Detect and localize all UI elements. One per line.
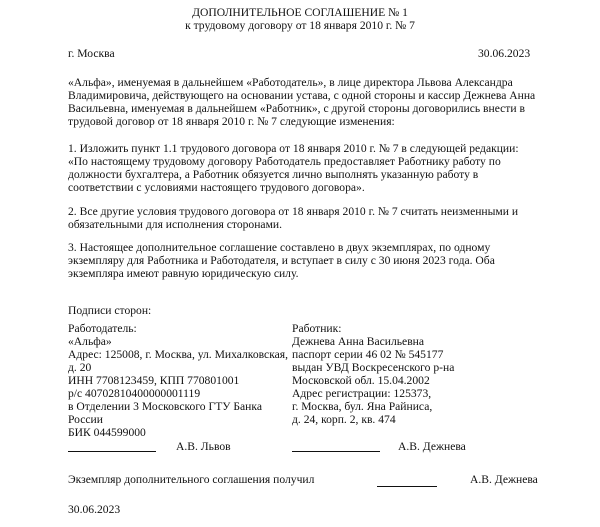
place: г. Москва <box>68 47 115 60</box>
employer-bank-cont: России <box>68 413 103 426</box>
employer-label: Работодатель: <box>68 322 137 335</box>
employee-address-cont2: д. 24, корп. 2, кв. 474 <box>292 413 396 426</box>
employer-account: р/с 40702810400000001119 <box>68 387 201 400</box>
employee-name: Дежнева Анна Васильевна <box>292 335 425 348</box>
employer-details <box>68 322 288 439</box>
clause-3: 3. Настоящее дополнительное соглашение составлено в двух экземплярах, по одному экземпляру для Работника и Работодателя, и вступает в силу с 30 июня 2023 года. Оба экземпляра имеют равную юридическую силу. <box>68 241 495 280</box>
employer-address-cont: д. 20 <box>68 361 92 374</box>
employer-inn-kpp: ИНН 7708123459, КПП 770801001 <box>68 374 240 387</box>
document-subtitle: к трудовому договору от 18 января 2010 г. № 7 <box>185 19 415 32</box>
employer-signature-line <box>68 451 156 452</box>
preamble: «Альфа», именуемая в дальнейшем «Работодатель», в лице директора Львова Александра Владимировича, действующего на основании устава, с одной стороны и кассир Дежнева Анна Васильевна, именуемая в дальнейшем «Работник», с другой стороны договорились внести в трудовой договор от 18 января 2010 г. № 7 следующие изменения: <box>68 76 536 128</box>
employee-address-cont: г. Москва, бул. Яна Райниса, <box>292 400 433 413</box>
employer-address: Адрес: 125008, г. Москва, ул. Михалковская, <box>68 348 289 361</box>
receipt-date: 30.06.2023 <box>68 503 121 516</box>
employee-passport-issuer: выдан УВД Воскресенского р-на <box>292 361 455 374</box>
document-title: ДОПОЛНИТЕЛЬНОЕ СОГЛАШЕНИЕ № 1 <box>192 6 408 19</box>
receipt-text: Экземпляр дополнительного соглашения получил <box>68 473 315 486</box>
clause-1: 1. Изложить пункт 1.1 трудового договора от 18 января 2010 г. № 7 в следующей редакции: «По настоящему трудовому договору Работодатель предоставляет Работнику работу по должности бухгалтера, а Работник обязуется лично выполнять указанную работу в соответствии с условиями настоящего трудового договора». <box>68 142 519 194</box>
document-date: 30.06.2023 <box>478 47 531 60</box>
employer-bank: в Отделении 3 Московского ГТУ Банка <box>68 400 262 413</box>
employee-label: Работник: <box>292 322 342 335</box>
employee-signature-line <box>292 451 380 452</box>
receipt-signature-line <box>377 486 437 487</box>
employee-details <box>292 322 454 426</box>
employer-name: «Альфа» <box>68 335 112 348</box>
signatures-heading: Подписи сторон: <box>68 304 152 317</box>
clause-2: 2. Все другие условия трудового договора от 18 января 2010 г. № 7 считать неизменными и обязательными для исполнения сторонами. <box>68 205 519 231</box>
employee-passport: паспорт серии 46 02 № 545177 <box>292 348 444 361</box>
employee-address: Адрес регистрации: 125373, <box>292 387 432 400</box>
employee-passport-issuer-cont: Московской обл. 15.04.2002 <box>292 374 430 387</box>
employer-bik: БИК 044599000 <box>68 426 146 439</box>
employee-signer: А.В. Дежнева <box>398 440 466 453</box>
receipt-signer: А.В. Дежнева <box>470 473 538 486</box>
employer-signer: А.В. Львов <box>176 440 231 453</box>
